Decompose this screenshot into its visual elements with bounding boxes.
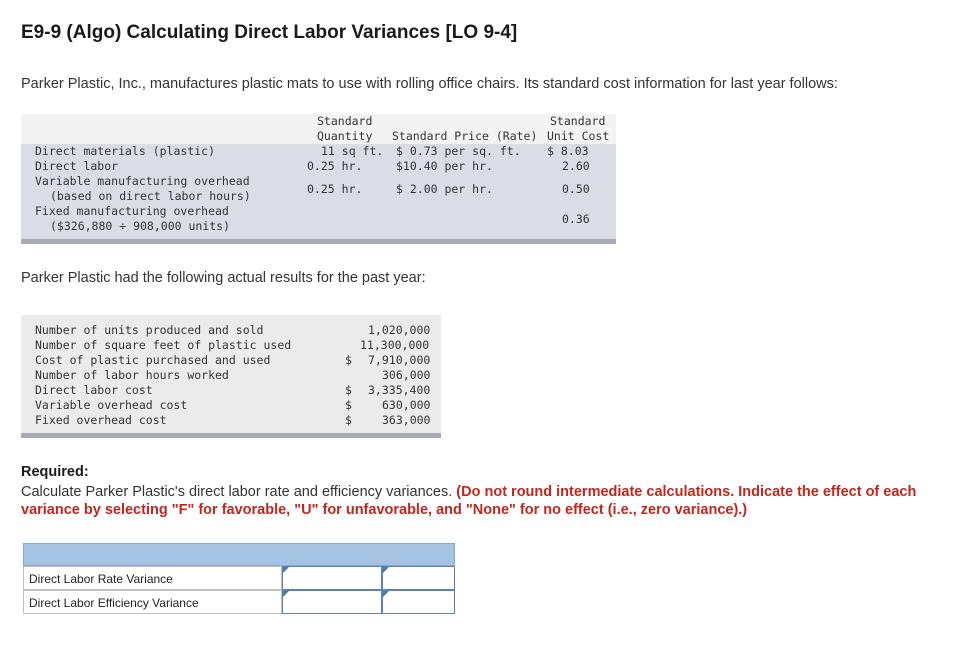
- row-label: Number of square feet of plastic used: [35, 338, 292, 352]
- header-unit-cost-line2: Unit Cost: [547, 129, 610, 143]
- row-label: Variable manufacturing overhead: [35, 174, 250, 188]
- row-value: 7,910,000: [368, 353, 431, 367]
- row-label: Number of units produced and sold: [35, 323, 264, 337]
- row-value: 3,335,400: [368, 383, 431, 397]
- page-title: E9-9 (Algo) Calculating Direct Labor Variances [LO 9-4]: [21, 22, 518, 43]
- row-dollar: $: [345, 353, 352, 367]
- row-label: Cost of plastic purchased and used: [35, 353, 271, 367]
- required-note: (Do not round intermediate calculations. Indicate the effect of each variance by selecting "F" for favorable, "U" for unfavorable, and "None" for no effect (i.e., zero variance).): [21, 484, 917, 518]
- row-value: 306,000: [382, 368, 431, 382]
- row-unit-cost: $ 8.03: [547, 144, 589, 158]
- row-value: 630,000: [382, 398, 431, 412]
- efficiency-variance-effect-select[interactable]: [382, 590, 455, 614]
- row-price: $10.40 per hr.: [396, 159, 493, 173]
- row-price: $ 2.00 per hr.: [396, 182, 493, 196]
- row-value: 11,300,000: [360, 338, 430, 352]
- variance-label: Direct Labor Rate Variance: [23, 566, 282, 590]
- efficiency-variance-amount-input[interactable]: [282, 590, 382, 614]
- required-text: [21, 483, 951, 519]
- row-quantity: 0.25 hr.: [307, 182, 363, 196]
- table-divider: [21, 239, 616, 244]
- row-unit-cost: 2.60: [562, 159, 590, 173]
- row-label: Fixed overhead cost: [35, 413, 167, 427]
- header-quantity-line1: Standard: [317, 114, 373, 128]
- row-dollar: $: [345, 383, 352, 397]
- table-row: [23, 590, 455, 614]
- row-unit-cost: 0.50: [562, 182, 590, 196]
- row-label: Fixed manufacturing overhead: [35, 204, 229, 218]
- row-label: Direct materials (plastic): [35, 144, 216, 158]
- variance-label: Direct Labor Efficiency Variance: [23, 590, 282, 614]
- table-divider: [21, 433, 441, 438]
- header-quantity-line2: Quantity: [317, 129, 373, 143]
- row-label: Variable overhead cost: [35, 398, 188, 412]
- row-quantity: 11 sq ft.: [321, 144, 384, 158]
- answer-table-header: [23, 543, 455, 566]
- required-label: Required:: [21, 464, 89, 480]
- header-price: Standard Price (Rate): [392, 129, 538, 143]
- actual-intro-text: Parker Plastic had the following actual results for the past year:: [21, 270, 426, 286]
- row-label: Number of labor hours worked: [35, 368, 229, 382]
- row-unit-cost: 0.36: [562, 212, 590, 226]
- row-price: $ 0.73 per sq. ft.: [396, 144, 521, 158]
- row-value: 363,000: [382, 413, 431, 427]
- rate-variance-effect-select[interactable]: [382, 566, 455, 590]
- intro-text: Parker Plastic, Inc., manufactures plastic mats to use with rolling office chairs. Its standard cost information for last year follows:: [21, 76, 838, 92]
- row-quantity: 0.25 hr.: [307, 159, 363, 173]
- row-value: 1,020,000: [368, 323, 431, 337]
- row-dollar: $: [345, 413, 352, 427]
- row-label: Direct labor cost: [35, 383, 153, 397]
- header-unit-cost-line1: Standard: [550, 114, 606, 128]
- table-row: [23, 566, 455, 590]
- row-label: Direct labor: [35, 159, 119, 173]
- required-instruction: Calculate Parker Plastic's direct labor rate and efficiency variances.: [21, 484, 453, 500]
- row-label-sub: (based on direct labor hours): [50, 189, 251, 203]
- row-label-sub: ($326,880 ÷ 908,000 units): [50, 219, 231, 233]
- row-dollar: $: [345, 398, 352, 412]
- rate-variance-amount-input[interactable]: [282, 566, 382, 590]
